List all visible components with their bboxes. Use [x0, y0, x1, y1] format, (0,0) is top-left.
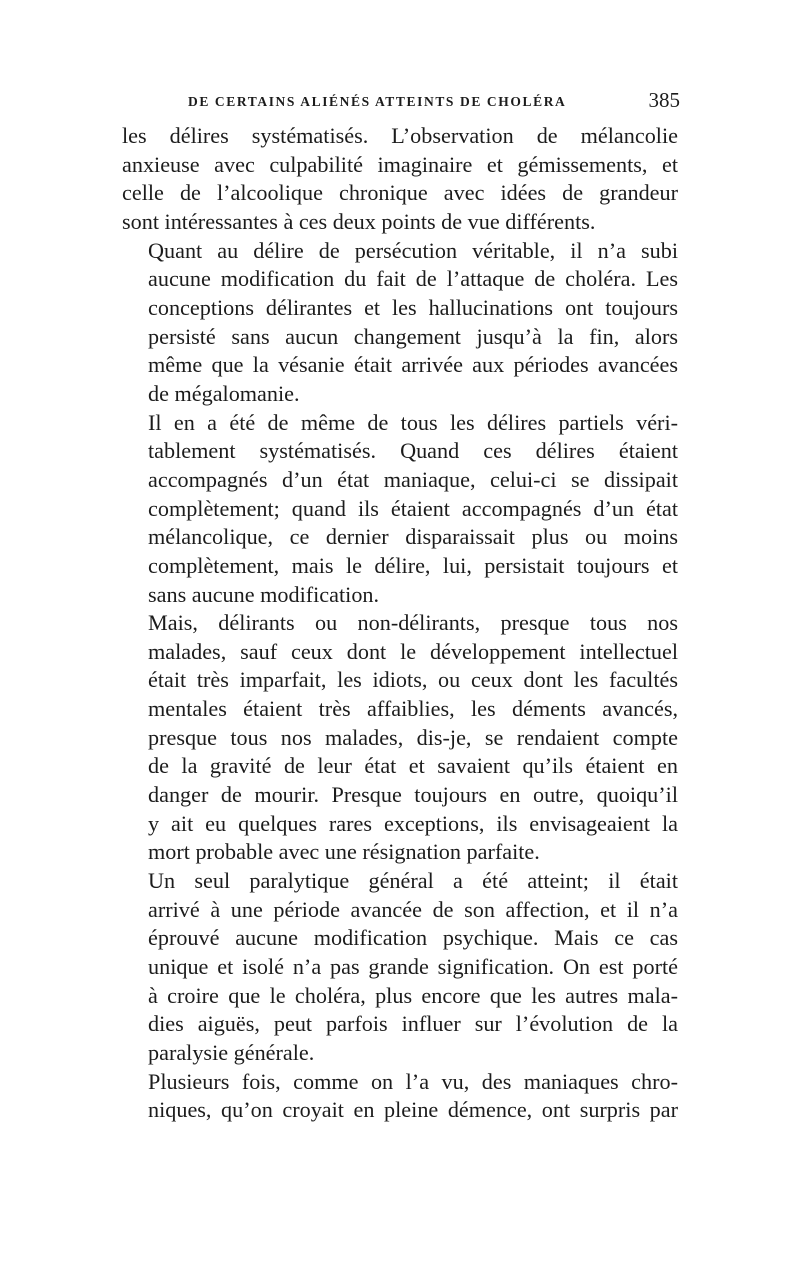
- text-line: de mégalomanie.: [148, 380, 300, 406]
- text-line: niques, qu’on croyait en pleine démence, ont surpris par: [148, 1097, 678, 1123]
- text-line: aucune modification du fait de l’attaque de choléra. Les: [148, 266, 678, 292]
- text-line: sans aucune modification.: [148, 581, 380, 607]
- text-line: presque tous nos malades, dis-je, se rendaient compte: [148, 724, 678, 750]
- text-line: était très imparfait, les idiots, ou ceux dont les facultés: [148, 667, 678, 693]
- text-line: même que la vésanie était arrivée aux périodes avancées: [148, 352, 678, 378]
- text-line: tablement systématisés. Quand ces délires étaient: [148, 438, 678, 464]
- paragraph: [122, 1068, 678, 1125]
- text-line: danger de mourir. Presque toujours en outre, quoiqu’il: [148, 782, 678, 808]
- body-text: [122, 122, 678, 1125]
- text-line: mentales étaient très affaiblies, les déments avancés,: [148, 696, 678, 722]
- paragraph: [122, 867, 678, 1068]
- text-line: mort probable avec une résignation parfaite.: [148, 839, 540, 865]
- text-line: celle de l’alcoolique chronique avec idées de grandeur: [122, 180, 678, 206]
- page-number: 385: [648, 88, 680, 112]
- text-line: persisté sans aucun changement jusqu’à la fin, alors: [148, 323, 678, 349]
- paragraph: [122, 609, 678, 867]
- text-line: complètement; quand ils étaient accompagnés d’un état: [148, 495, 678, 521]
- text-line: mélancolique, ce dernier disparaissait plus ou moins: [148, 524, 678, 550]
- running-title: DE CERTAINS ALIÉNÉS ATTEINTS DE CHOLÉRA: [188, 94, 567, 109]
- text-line: Un seul paralytique général a été atteint; il était: [148, 868, 678, 894]
- text-line: complètement, mais le délire, lui, persistait toujours et: [148, 552, 678, 578]
- text-line: unique et isolé n’a pas grande signification. On est porté: [148, 954, 678, 980]
- text-line: de la gravité de leur état et savaient qu’ils étaient en: [148, 753, 678, 779]
- text-line: paralysie générale.: [148, 1040, 315, 1065]
- text-line: Plusieurs fois, comme on l’a vu, des maniaques chro-: [148, 1068, 678, 1094]
- text-line: dies aiguës, peut parfois influer sur l’évolution de la: [148, 1011, 678, 1037]
- text-line: accompagnés d’un état maniaque, celui-ci se dissipait: [148, 466, 678, 492]
- text-line: sont intéressantes à ces deux points de vue différents.: [122, 208, 596, 234]
- text-line: arrivé à une période avancée de son affection, et il n’a: [148, 896, 678, 922]
- text-line: Quant au délire de persécution véritable, il n’a subi: [148, 237, 678, 263]
- text-line: éprouvé aucune modification psychique. Mais ce cas: [148, 925, 678, 951]
- paragraph: [122, 122, 678, 237]
- paragraph: [122, 409, 678, 610]
- text-line: Il en a été de même de tous les délires partiels véri-: [148, 409, 678, 435]
- text-line: Mais, délirants ou non-délirants, presque tous nos: [148, 610, 678, 636]
- text-line: malades, sauf ceux dont le développement intellectuel: [148, 638, 678, 664]
- text-line: à croire que le choléra, plus encore que les autres mala-: [148, 982, 678, 1008]
- running-head: [122, 88, 680, 116]
- paragraph: [122, 237, 678, 409]
- text-line: y ait eu quelques rares exceptions, ils envisageaient la: [148, 810, 678, 836]
- text-line: anxieuse avec culpabilité imaginaire et gémissements, et: [122, 151, 678, 177]
- text-line: conceptions délirantes et les hallucinations ont toujours: [148, 294, 678, 320]
- text-line: les délires systématisés. L’observation de mélancolie: [122, 123, 678, 148]
